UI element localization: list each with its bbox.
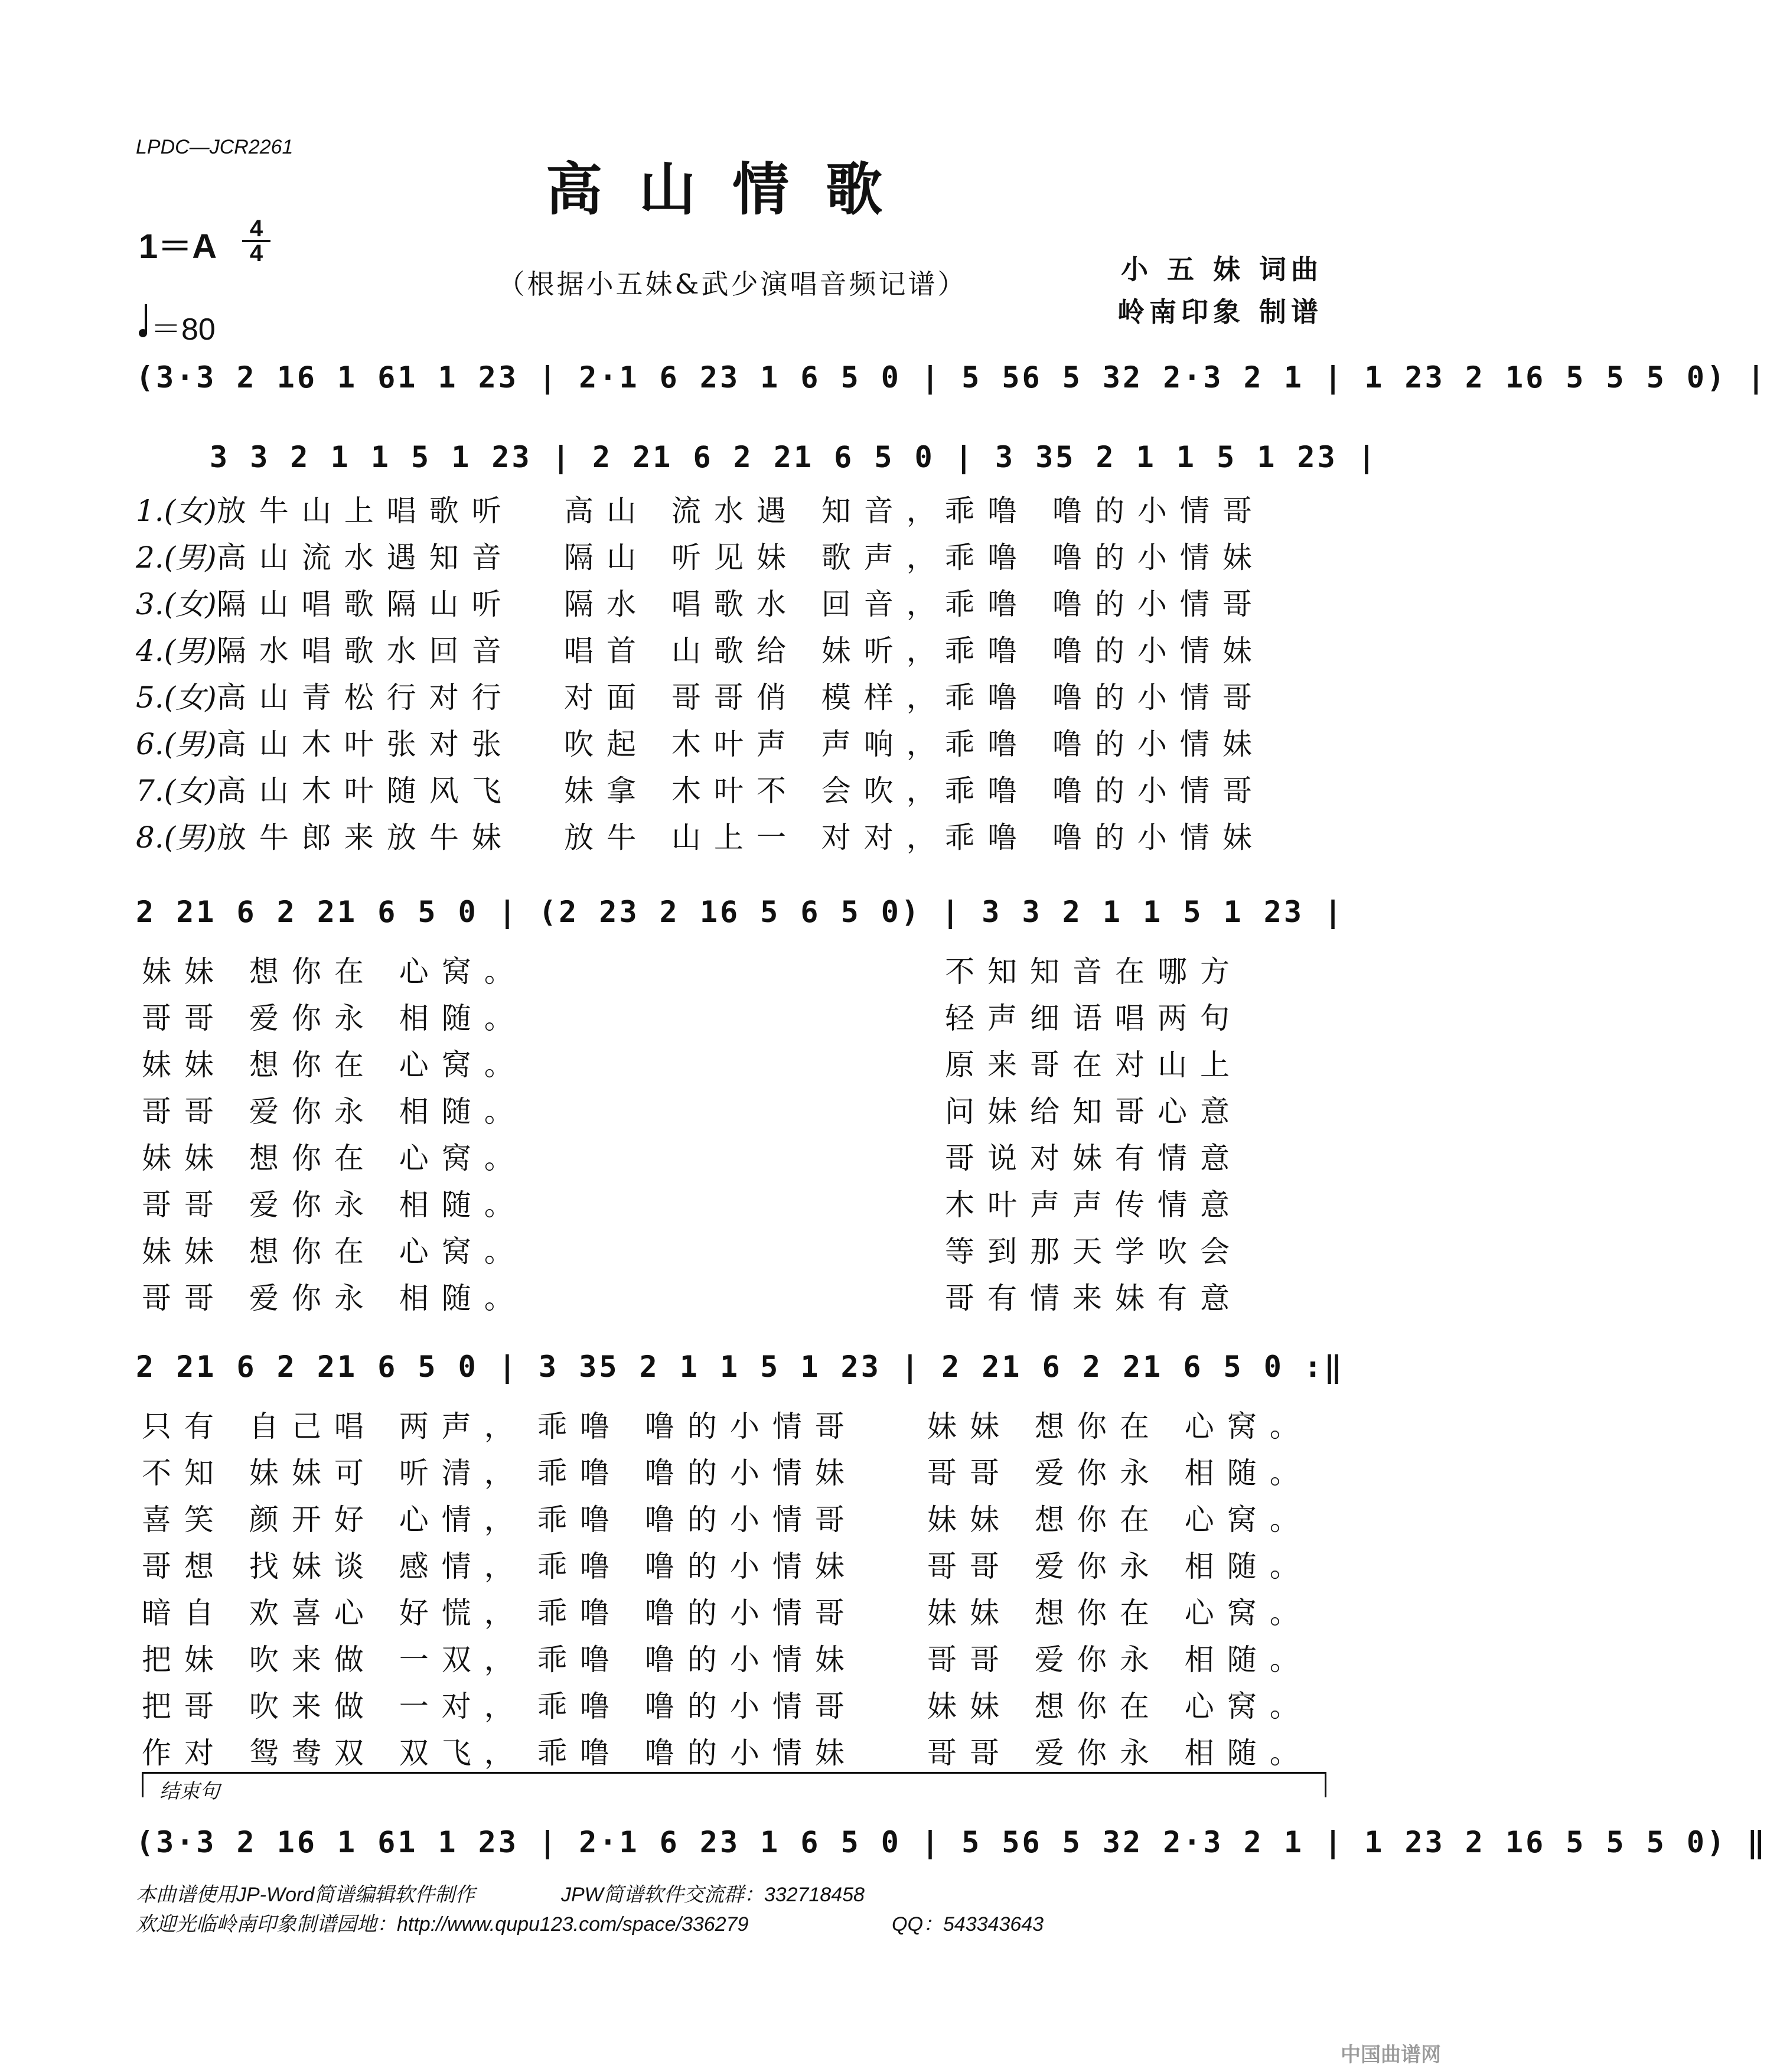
lyric-row: 妹妹 想你在 心窝。 <box>142 1048 527 1082</box>
song-title: 高山情歌 <box>546 156 919 223</box>
lyric-row: 2.(男)高山流水遇知音 <box>136 540 514 575</box>
staff-line-1: 3 3 2 1 1 5 1 23 | 2 21 6 2 21 6 5 0 | 3 35 2 1 1 5 1 23 | <box>210 440 1378 474</box>
lyric-row-end: 哥哥 爱你永 相随。 <box>927 1736 1312 1770</box>
lyric-row-mid: 唱首 山歌给 妹听， <box>564 634 949 668</box>
lyric-row: 不知 妹妹可 听清， <box>142 1456 527 1490</box>
credit-lyrics-music: 小 五 妹 词曲 <box>1120 253 1323 285</box>
lyric-row-mid: 隔水 唱歌水 回音， <box>564 587 949 621</box>
lyric-row-end: 妹妹 想你在 心窝。 <box>927 1689 1312 1724</box>
tempo-marking <box>139 304 216 348</box>
lyric-row-mid: 乖噜 噜的小情哥 <box>537 1409 858 1444</box>
lyric-row-end: 乖噜 噜的小情妹 <box>945 540 1265 575</box>
footer-qq: QQ：543343643 <box>892 1913 1044 1936</box>
lyric-row-end: 乖噜 噜的小情哥 <box>945 680 1265 715</box>
lyric-row: 妹妹 想你在 心窝。 <box>142 954 527 989</box>
lyric-row-mid: 放牛 山上一 对对， <box>564 820 949 855</box>
lyric-row-mid: 乖噜 噜的小情哥 <box>537 1503 858 1537</box>
lyric-row-mid: 吹起 木叶声 声响， <box>564 727 949 761</box>
lyric-row-end: 木叶声声传情意 <box>945 1188 1243 1222</box>
lyric-row-end: 妹妹 想你在 心窝。 <box>927 1503 1312 1537</box>
ending-bracket <box>142 1772 1326 1797</box>
source-note: （根据小五妹&武少演唱音频记谱） <box>497 268 967 300</box>
lyric-row-mid: 乖噜 噜的小情妹 <box>537 1456 858 1490</box>
lyric-row-end: 原来哥在对山上 <box>945 1048 1243 1082</box>
lyric-row: 暗自 欢喜心 好慌， <box>142 1596 527 1630</box>
lyric-row: 哥哥 爱你永 相随。 <box>142 1094 527 1129</box>
lyric-row: 3.(女)隔山唱歌隔山听 <box>136 587 514 621</box>
key-signature: 1＝A <box>139 227 217 266</box>
lyric-row-end: 妹妹 想你在 心窝。 <box>927 1409 1312 1444</box>
lyric-row-mid: 对面 哥哥俏 模样， <box>564 680 949 715</box>
lyric-row: 1.(女)放牛山上唱歌听 <box>136 494 514 528</box>
credit-score: 岭南印象 制谱 <box>1117 296 1323 328</box>
watermark-logo: 中国曲谱网 <box>1341 2043 1441 2067</box>
lyric-row-end: 哥哥 爱你永 相随。 <box>927 1643 1312 1677</box>
staff-ending: (3·3 2 16 1 61 1 23 | 2·1 6 23 1 6 5 0 | 5 56 5 32 2·3 2 1 | 1 23 2 16 5 5 5 0) ‖ <box>136 1825 1767 1859</box>
footer-group: JPW简谱软件交流群：332718458 <box>561 1884 865 1906</box>
lyric-row: 只有 自己唱 两声， <box>142 1409 527 1444</box>
lyric-row-end: 不知知音在哪方 <box>945 954 1243 989</box>
lyric-row-mid: 妹拿 木叶不 会吹， <box>564 774 949 808</box>
lyric-row-end: 等到那天学吹会 <box>945 1234 1243 1269</box>
lyric-row-mid: 隔山 听见妹 歌声， <box>564 540 949 575</box>
lyric-row: 8.(男)放牛郎来放牛妹 <box>136 820 514 855</box>
lyric-row-end: 乖噜 噜的小情哥 <box>945 494 1265 528</box>
lyric-row-end: 乖噜 噜的小情妹 <box>945 634 1265 668</box>
lyric-row-mid: 乖噜 噜的小情妹 <box>537 1643 858 1677</box>
lyric-row-end: 哥哥 爱你永 相随。 <box>927 1549 1312 1584</box>
lyric-row: 哥想 找妹谈 感情， <box>142 1549 527 1584</box>
time-signature <box>242 217 270 265</box>
lyric-row-end: 问妹给知哥心意 <box>945 1094 1243 1129</box>
lyric-row-end: 轻声细语唱两句 <box>945 1001 1243 1035</box>
lyric-row: 妹妹 想你在 心窝。 <box>142 1141 527 1175</box>
lyric-row: 妹妹 想你在 心窝。 <box>142 1234 527 1269</box>
lyric-row-end: 乖噜 噜的小情妹 <box>945 820 1265 855</box>
lyric-row: 6.(男)高山木叶张对张 <box>136 727 514 761</box>
lyric-row-end: 乖噜 噜的小情哥 <box>945 774 1265 808</box>
staff-line-3: 2 21 6 2 21 6 5 0 | 3 35 2 1 1 5 1 23 | 2 21 6 2 21 6 5 0 :‖ <box>136 1350 1345 1384</box>
footer-software: 本曲谱使用JP-Word简谱编辑软件制作 <box>136 1884 475 1906</box>
lyric-row: 7.(女)高山木叶随风飞 <box>136 774 514 808</box>
score-code: LPDC—JCR2261 <box>136 136 294 158</box>
lyric-row-end: 哥说对妹有情意 <box>945 1141 1243 1175</box>
lyric-row: 喜笑 颜开好 心情， <box>142 1503 527 1537</box>
time-signature-bottom: 4 <box>249 240 263 266</box>
lyric-row-mid: 乖噜 噜的小情哥 <box>537 1596 858 1630</box>
lyric-row-end: 乖噜 噜的小情哥 <box>945 587 1265 621</box>
lyric-row: 5.(女)高山青松行对行 <box>136 680 514 715</box>
lyric-row-end: 哥有情来妹有意 <box>945 1281 1243 1315</box>
tempo-value: ＝80 <box>151 312 216 347</box>
staff-line-2: 2 21 6 2 21 6 5 0 | (2 23 2 16 5 6 5 0) | 3 3 2 1 1 5 1 23 | <box>136 895 1345 929</box>
lyric-row-end: 妹妹 想你在 心窝。 <box>927 1596 1312 1630</box>
lyric-row: 哥哥 爱你永 相随。 <box>142 1188 527 1222</box>
lyric-row-end: 哥哥 爱你永 相随。 <box>927 1456 1312 1490</box>
lyric-row-mid: 乖噜 噜的小情妹 <box>537 1549 858 1584</box>
staff-intro: (3·3 2 16 1 61 1 23 | 2·1 6 23 1 6 5 0 | 5 56 5 32 2·3 2 1 | 1 23 2 16 5 5 5 0) | <box>136 360 1767 395</box>
note-stem <box>145 304 147 334</box>
lyric-row: 哥哥 爱你永 相随。 <box>142 1001 527 1035</box>
footer-website: 欢迎光临岭南印象制谱园地：http://www.qupu123.com/space/336279 <box>136 1913 749 1936</box>
lyric-row: 哥哥 爱你永 相随。 <box>142 1281 527 1315</box>
lyric-row: 把妹 吹来做 一双， <box>142 1643 527 1677</box>
lyric-row-mid: 乖噜 噜的小情哥 <box>537 1689 858 1724</box>
lyric-row-mid: 高山 流水遇 知音， <box>564 494 949 528</box>
lyric-row: 作对 鸳鸯双 双飞， <box>142 1736 527 1770</box>
lyric-row: 把哥 吹来做 一对， <box>142 1689 527 1724</box>
ending-label: 结束句 <box>159 1780 220 1803</box>
lyric-row-mid: 乖噜 噜的小情妹 <box>537 1736 858 1770</box>
time-signature-top: 4 <box>242 217 270 242</box>
lyric-row-end: 乖噜 噜的小情妹 <box>945 727 1265 761</box>
lyric-row: 4.(男)隔水唱歌水回音 <box>136 634 514 668</box>
